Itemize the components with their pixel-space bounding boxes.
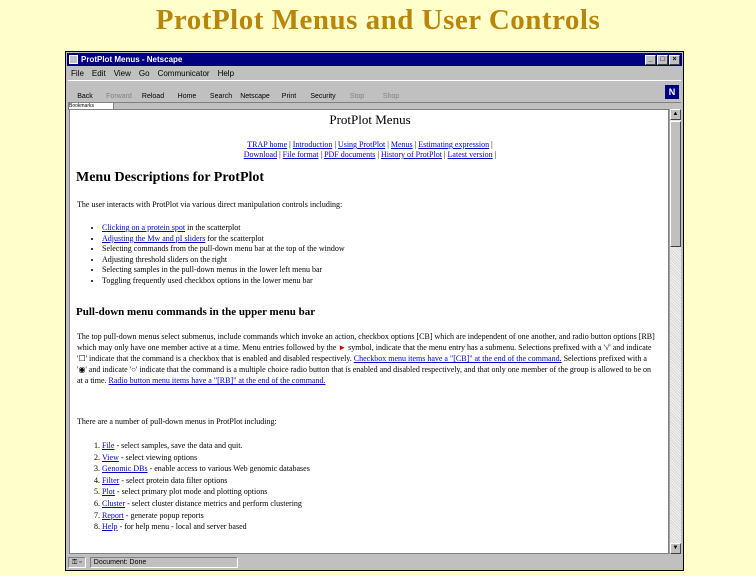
text: Selecting samples in the pull-down menus in the lower left menu bar [102,265,323,274]
list-item [102,452,310,464]
text: - select primary plot mode and plotting options [114,487,268,497]
nav-links-primary [70,140,669,149]
window-title-bar[interactable] [67,53,682,66]
text: - generate popup reports [123,510,204,520]
text: | [318,150,325,159]
link[interactable]: Plot [102,487,115,497]
menu-file[interactable]: File [71,68,84,78]
intro-text: The user interacts with ProtPlot via various direct manipulation controls including: [77,200,343,209]
list-item [102,486,310,498]
link[interactable]: Radio button menu items have a "[RB]" at the end of the command. [108,376,326,385]
list-item [102,223,345,234]
reload-button[interactable]: Reload [141,93,165,100]
text: - for help menu - local and server based [117,522,247,532]
link[interactable]: File format [282,150,319,159]
nav-links-secondary [70,150,669,159]
list-item [102,475,310,487]
link[interactable]: Filter [102,475,120,485]
link[interactable]: Clicking on a protein spot [102,223,186,232]
link[interactable]: Cluster [102,498,126,508]
text: Selecting commands from the pull-down menu bar at the top of the window [102,244,345,253]
link[interactable]: Download [243,150,278,159]
window-title: ProtPlot Menus - Netscape [81,55,183,64]
link[interactable]: File [102,441,115,450]
netscape-app-icon [69,55,78,64]
stop-button[interactable]: Stop [349,93,365,100]
text: | [492,150,497,159]
menu-view[interactable]: View [113,68,131,78]
text: | [332,140,338,149]
text: | [277,150,283,159]
list-item [102,276,345,287]
list-item [102,244,345,255]
search-button[interactable]: Search [209,93,233,100]
link[interactable]: Checkbox menu items have a "[CB]" at the end of the command. [353,354,562,363]
link[interactable]: Using ProtPlot [337,140,386,149]
list-item [102,265,345,276]
list-item [102,440,310,452]
security-button[interactable]: Security [310,93,336,100]
text: | [412,140,419,149]
text: - enable access to various Web genomic databases [147,464,310,474]
scroll-thumb[interactable] [670,121,681,247]
link[interactable]: Menus [390,140,413,149]
slide-title: ProtPlot Menus and User Controls [155,4,601,36]
text: Toggling frequently used checkbox options in the lower menu bar [102,275,313,285]
status-text: Document: Done [90,557,238,568]
list-item [102,498,310,510]
text: | [385,140,391,149]
menu-bar [68,67,234,79]
text: symbol, indicate that the menu entry has a submenu. Selections prefixed with a '√' and indicate '☐' indicate that the command is a checkbox that is enabled and disabled respectively. [77,343,652,363]
page-title: ProtPlot Menus [329,112,411,127]
submenu-arrow-icon: ► [338,343,347,352]
browser-window [65,51,684,571]
pulldown-description [77,331,655,386]
text: Adjusting threshold sliders on the right [102,254,228,264]
security-lock-icon[interactable]: ⚿ ▫ [68,557,86,568]
text: | [375,150,382,159]
subsection-heading: Pull-down menu commands in the upper menu bar [76,306,316,318]
list-item [102,510,310,522]
menu-help[interactable]: Help [217,68,235,78]
text: | [489,140,493,149]
link[interactable]: TRAP home [247,140,288,149]
scroll-up-arrow[interactable]: ▲ [670,109,681,120]
link[interactable]: Report [102,510,124,520]
text: for the scatterplot [205,233,264,243]
list-item [102,521,310,533]
menu-communicator[interactable]: Communicator [157,68,210,78]
vertical-scrollbar[interactable] [669,109,681,554]
list-item [102,234,345,245]
menus-intro: There are a number of pull-down menus in ProtPlot including: [77,417,277,426]
text: in the scatterplot [185,223,241,232]
back-button[interactable]: Back [77,93,93,100]
status-bar [68,556,681,569]
menu-edit[interactable]: Edit [91,68,106,78]
netscape-button[interactable]: Netscape [240,93,270,100]
text: - select cluster distance metrics and perform clustering [125,498,302,508]
list-item [102,463,310,475]
link[interactable]: Introduction [292,140,333,149]
text: Selections prefixed with a '◉' and indicate '○' indicate that the command is a multiple choice radio button that is enabled and disabled respectively, and that only one member of the group is allowed to be on at a time. [77,354,652,385]
print-button[interactable]: Print [281,93,297,100]
text: - select protein data filter options [119,475,228,485]
list-item [102,255,345,266]
menus-list [86,440,310,533]
link[interactable]: Estimating expression [418,140,490,149]
link[interactable]: View [102,452,119,462]
netscape-logo-icon[interactable]: N [665,85,679,99]
text: - select viewing options [118,452,198,462]
controls-list [86,223,345,286]
scroll-down-arrow[interactable]: ▼ [670,543,681,554]
text: | [441,150,448,159]
link[interactable]: Genomic DBs [102,464,148,474]
navigation-toolbar [68,80,681,103]
menu-go[interactable]: Go [138,68,150,78]
link[interactable]: Adjusting the Mw and pI sliders [102,233,206,243]
link[interactable]: Help [102,522,118,532]
close-button[interactable]: × [669,55,680,65]
link[interactable]: History of ProtPlot [381,150,442,159]
text: The top pull-down menus select submenus, include commands which invoke an action, checkbox options [CB] which are independent of one another, and radio button options [RB] which may only have one member active at a time. Menu entries followed by the [77,332,655,352]
text: | [287,140,293,149]
home-button[interactable]: Home [177,93,197,100]
shop-button[interactable]: Shop [382,93,400,100]
text: - select samples, save the data and quit. [114,441,243,450]
forward-button[interactable]: Forward [106,93,132,100]
section-heading: Menu Descriptions for ProtPlot [76,170,265,185]
minimize-button[interactable]: _ [645,55,656,65]
bookmarks-button[interactable]: Bookmarks [68,102,114,110]
link[interactable]: PDF documents [324,150,376,159]
maximize-button[interactable]: □ [657,55,668,65]
page-content [69,109,669,554]
link[interactable]: Latest version [447,150,493,159]
